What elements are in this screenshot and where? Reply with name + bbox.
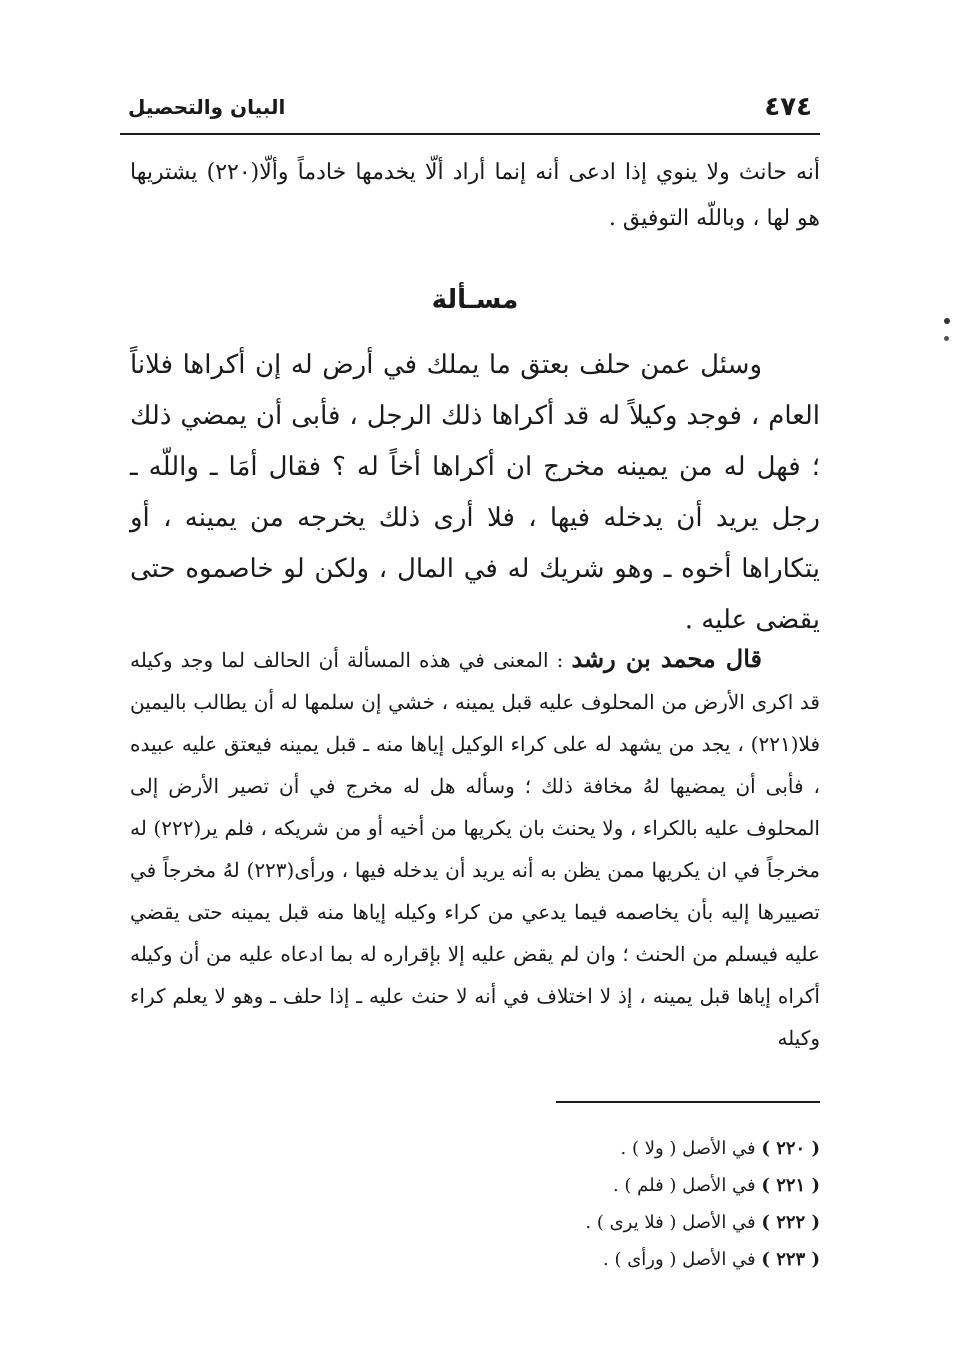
footnote-item <box>400 1167 820 1204</box>
footnote-item <box>400 1241 820 1278</box>
question-paragraph <box>130 340 820 646</box>
footnote-number: ( ٢٢٠ ) <box>761 1138 820 1159</box>
footnote-divider <box>556 1101 820 1103</box>
footnote-text: في الأصل ( ورأى ) . <box>603 1249 756 1270</box>
footnote-number: ( ٢٢١ ) <box>761 1175 820 1196</box>
margin-speck <box>944 318 950 324</box>
running-title: البيان والتحصيل <box>128 95 286 119</box>
intro-paragraph: أنه حانث ولا ينوي إذا ادعى أنه إنما أراد ألّا يخدمها خادماً وألّا(٢٢٠) يشتريها هو لها ، وباللّه التوفيق . <box>130 160 820 231</box>
page-header <box>120 92 820 126</box>
footnote-text: في الأصل ( فلا يرى ) . <box>585 1212 756 1233</box>
commentary-text: : المعنى في هذه المسألة أن الحالف لما وجد وكيله قد اكرى الأرض من المحلوف عليه قبل يمينه ، خشي إن سلمها له أن يطالب باليمين فلا(٢٢١) ، يجد من يشهد له على كراء الوكيل إياها منه ـ قبل يمينه فيعتق عليه عبيده ، فأبى أن يمضيها لهُ مخافة ذلك ؛ وسأله هل له مخرج في أن تصير الأرض إلى المحلوف عليه بالكراء ، ولا يحنث بان يكريها من أخيه أو من شريكه ، فلم ير(٢٢٢) له مخرجاً في ان يكريها ممن يظن به أنه يريد أن يدخله فيها ، ورأى(٢٢٣) لهُ مخرجاً في تصييرها إليه بأن يخاصمه فيما يدعي من كراء وكيله إياها منه قبل يمينه حتى يقضي عليه فيسلم من الحنث ؛ وان لم يقض عليه إلا بإقراره له بما ادعاه عليه من أن وكيله أكراه إياها قبل يمينه ، إذ لا اختلاف في أنه لا حنث عليه ـ إذا حلف ـ وهو لا يعلم كراء وكيله <box>130 648 820 1050</box>
page-number: ٤٧٤ <box>764 92 812 122</box>
footnote-number: ( ٢٢٢ ) <box>761 1212 820 1233</box>
commentary-speaker: قال محمد بن رشد <box>571 644 763 673</box>
margin-speck <box>944 336 949 341</box>
question-text: وسئل عمن حلف بعتق ما يملك في أرض له إن أكراها فلاناً العام ، فوجد وكيلاً له قد أكراها ذلك الرجل ، فأبى أن يمضي ذلك ؛ فهل له من يمينه مخرج ان أكراها أخاً له ؟ فقال أمَا ـ واللّه ـ رجل يريد أن يدخله فيها ، فلا أرى ذلك يخرجه من يمينه ، أو يتكاراها أخوه ـ وهو شريك له في المال ، ولكن لو خاصموه حتى يقضى عليه . <box>130 350 820 635</box>
footnote-text: في الأصل ( فلم ) . <box>612 1175 756 1196</box>
footnote-number: ( ٢٢٣ ) <box>761 1249 820 1270</box>
section-title: مسـألة <box>431 285 519 315</box>
footnote-item <box>400 1204 820 1241</box>
footnote-item <box>400 1130 820 1167</box>
header-divider <box>120 133 820 135</box>
footnotes <box>400 1130 820 1278</box>
commentary-paragraph <box>130 638 820 1059</box>
footnote-text: في الأصل ( ولا ) . <box>620 1138 756 1159</box>
